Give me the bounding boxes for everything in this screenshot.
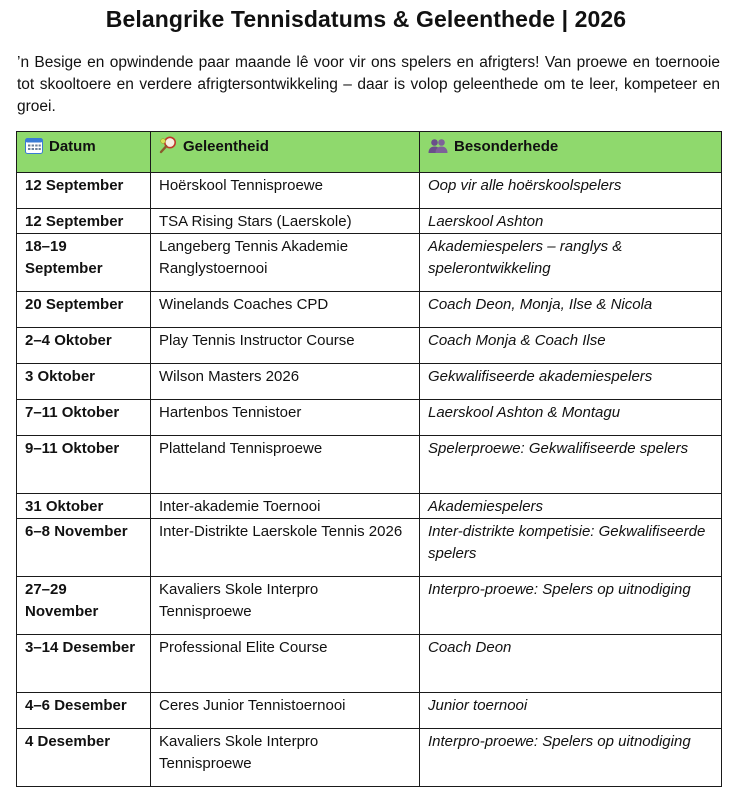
details-cell: Gekwalifiseerde akademiespelers [420, 364, 722, 400]
details-cell: Akademiespelers [420, 494, 722, 519]
details-cell: Interpro-proewe: Spelers op uitnodiging [420, 577, 722, 635]
calendar-icon [25, 137, 43, 154]
header-event-label: Geleentheid [183, 138, 269, 155]
table-row [17, 173, 722, 209]
date-cell: 18–19 September [17, 234, 151, 292]
date-cell: 12 September [17, 209, 151, 234]
date-cell: 9–11 Oktober [17, 436, 151, 494]
date-cell: 31 Oktober [17, 494, 151, 519]
event-cell: Hoërskool Tennisproewe [151, 173, 420, 209]
details-cell: Spelerproewe: Gekwalifiseerde spelers [420, 436, 722, 494]
table-header [17, 132, 722, 173]
date-cell: 7–11 Oktober [17, 400, 151, 436]
table-row [17, 494, 722, 519]
header-details [420, 132, 722, 173]
event-cell: Platteland Tennisproewe [151, 436, 420, 494]
event-cell: Kavaliers Skole Interpro Tennisproewe [151, 577, 420, 635]
table-row [17, 635, 722, 693]
tennis-racket-icon [159, 136, 177, 154]
date-cell: 3 Oktober [17, 364, 151, 400]
event-cell: Wilson Masters 2026 [151, 364, 420, 400]
table-row [17, 292, 722, 328]
date-cell: 20 September [17, 292, 151, 328]
details-cell: Coach Deon, Monja, Ilse & Nicola [420, 292, 722, 328]
table-row [17, 519, 722, 577]
table-body [17, 173, 722, 787]
table-row [17, 693, 722, 729]
header-details-label: Besonderhede [454, 138, 559, 155]
table-row [17, 577, 722, 635]
table-row [17, 328, 722, 364]
event-cell: Play Tennis Instructor Course [151, 328, 420, 364]
details-cell: Inter-distrikte kompetisie: Gekwalifiseerde spelers [420, 519, 722, 577]
details-cell: Akademiespelers – ranglys & spelerontwikkeling [420, 234, 722, 292]
event-cell: Langeberg Tennis Akademie Ranglystoernooi [151, 234, 420, 292]
date-cell: 2–4 Oktober [17, 328, 151, 364]
event-cell: Kavaliers Skole Interpro Tennisproewe [151, 729, 420, 787]
date-cell: 4 Desember [17, 729, 151, 787]
details-cell: Junior toernooi [420, 693, 722, 729]
people-icon [428, 138, 448, 154]
details-cell: Interpro-proewe: Spelers op uitnodiging [420, 729, 722, 787]
events-table [16, 131, 722, 787]
header-row [17, 132, 722, 173]
table-row [17, 364, 722, 400]
date-cell: 27–29 November [17, 577, 151, 635]
event-cell: Professional Elite Course [151, 635, 420, 693]
page-title: Belangrike Tennisdatums & Geleenthede | 2026 [105, 6, 627, 32]
date-cell: 12 September [17, 173, 151, 209]
event-cell: Inter-akademie Toernooi [151, 494, 420, 519]
table-row [17, 729, 722, 787]
intro-paragraph: ’n Besige en opwindende paar maande lê voor vir ons spelers en afrigters! Van proewe en toernooie tot skooltoere en verdere afrigtersontwikkeling – daar is volop geleenthede om te leer, kompeteer en groei. [17, 54, 720, 115]
table-row [17, 400, 722, 436]
details-cell: Laerskool Ashton & Montagu [420, 400, 722, 436]
event-cell: Ceres Junior Tennistoernooi [151, 693, 420, 729]
event-cell: TSA Rising Stars (Laerskole) [151, 209, 420, 234]
event-cell: Inter-Distrikte Laerskole Tennis 2026 [151, 519, 420, 577]
details-cell: Laerskool Ashton [420, 209, 722, 234]
header-date [17, 132, 151, 173]
table-row [17, 209, 722, 234]
event-cell: Winelands Coaches CPD [151, 292, 420, 328]
date-cell: 3–14 Desember [17, 635, 151, 693]
date-cell: 6–8 November [17, 519, 151, 577]
details-cell: Oop vir alle hoërskoolspelers [420, 173, 722, 209]
details-cell: Coach Monja & Coach Ilse [420, 328, 722, 364]
date-cell: 4–6 Desember [17, 693, 151, 729]
header-event [151, 132, 420, 173]
table-row [17, 436, 722, 494]
event-cell: Hartenbos Tennistoer [151, 400, 420, 436]
table-row [17, 234, 722, 292]
details-cell: Coach Deon [420, 635, 722, 693]
header-date-label: Datum [49, 138, 96, 155]
